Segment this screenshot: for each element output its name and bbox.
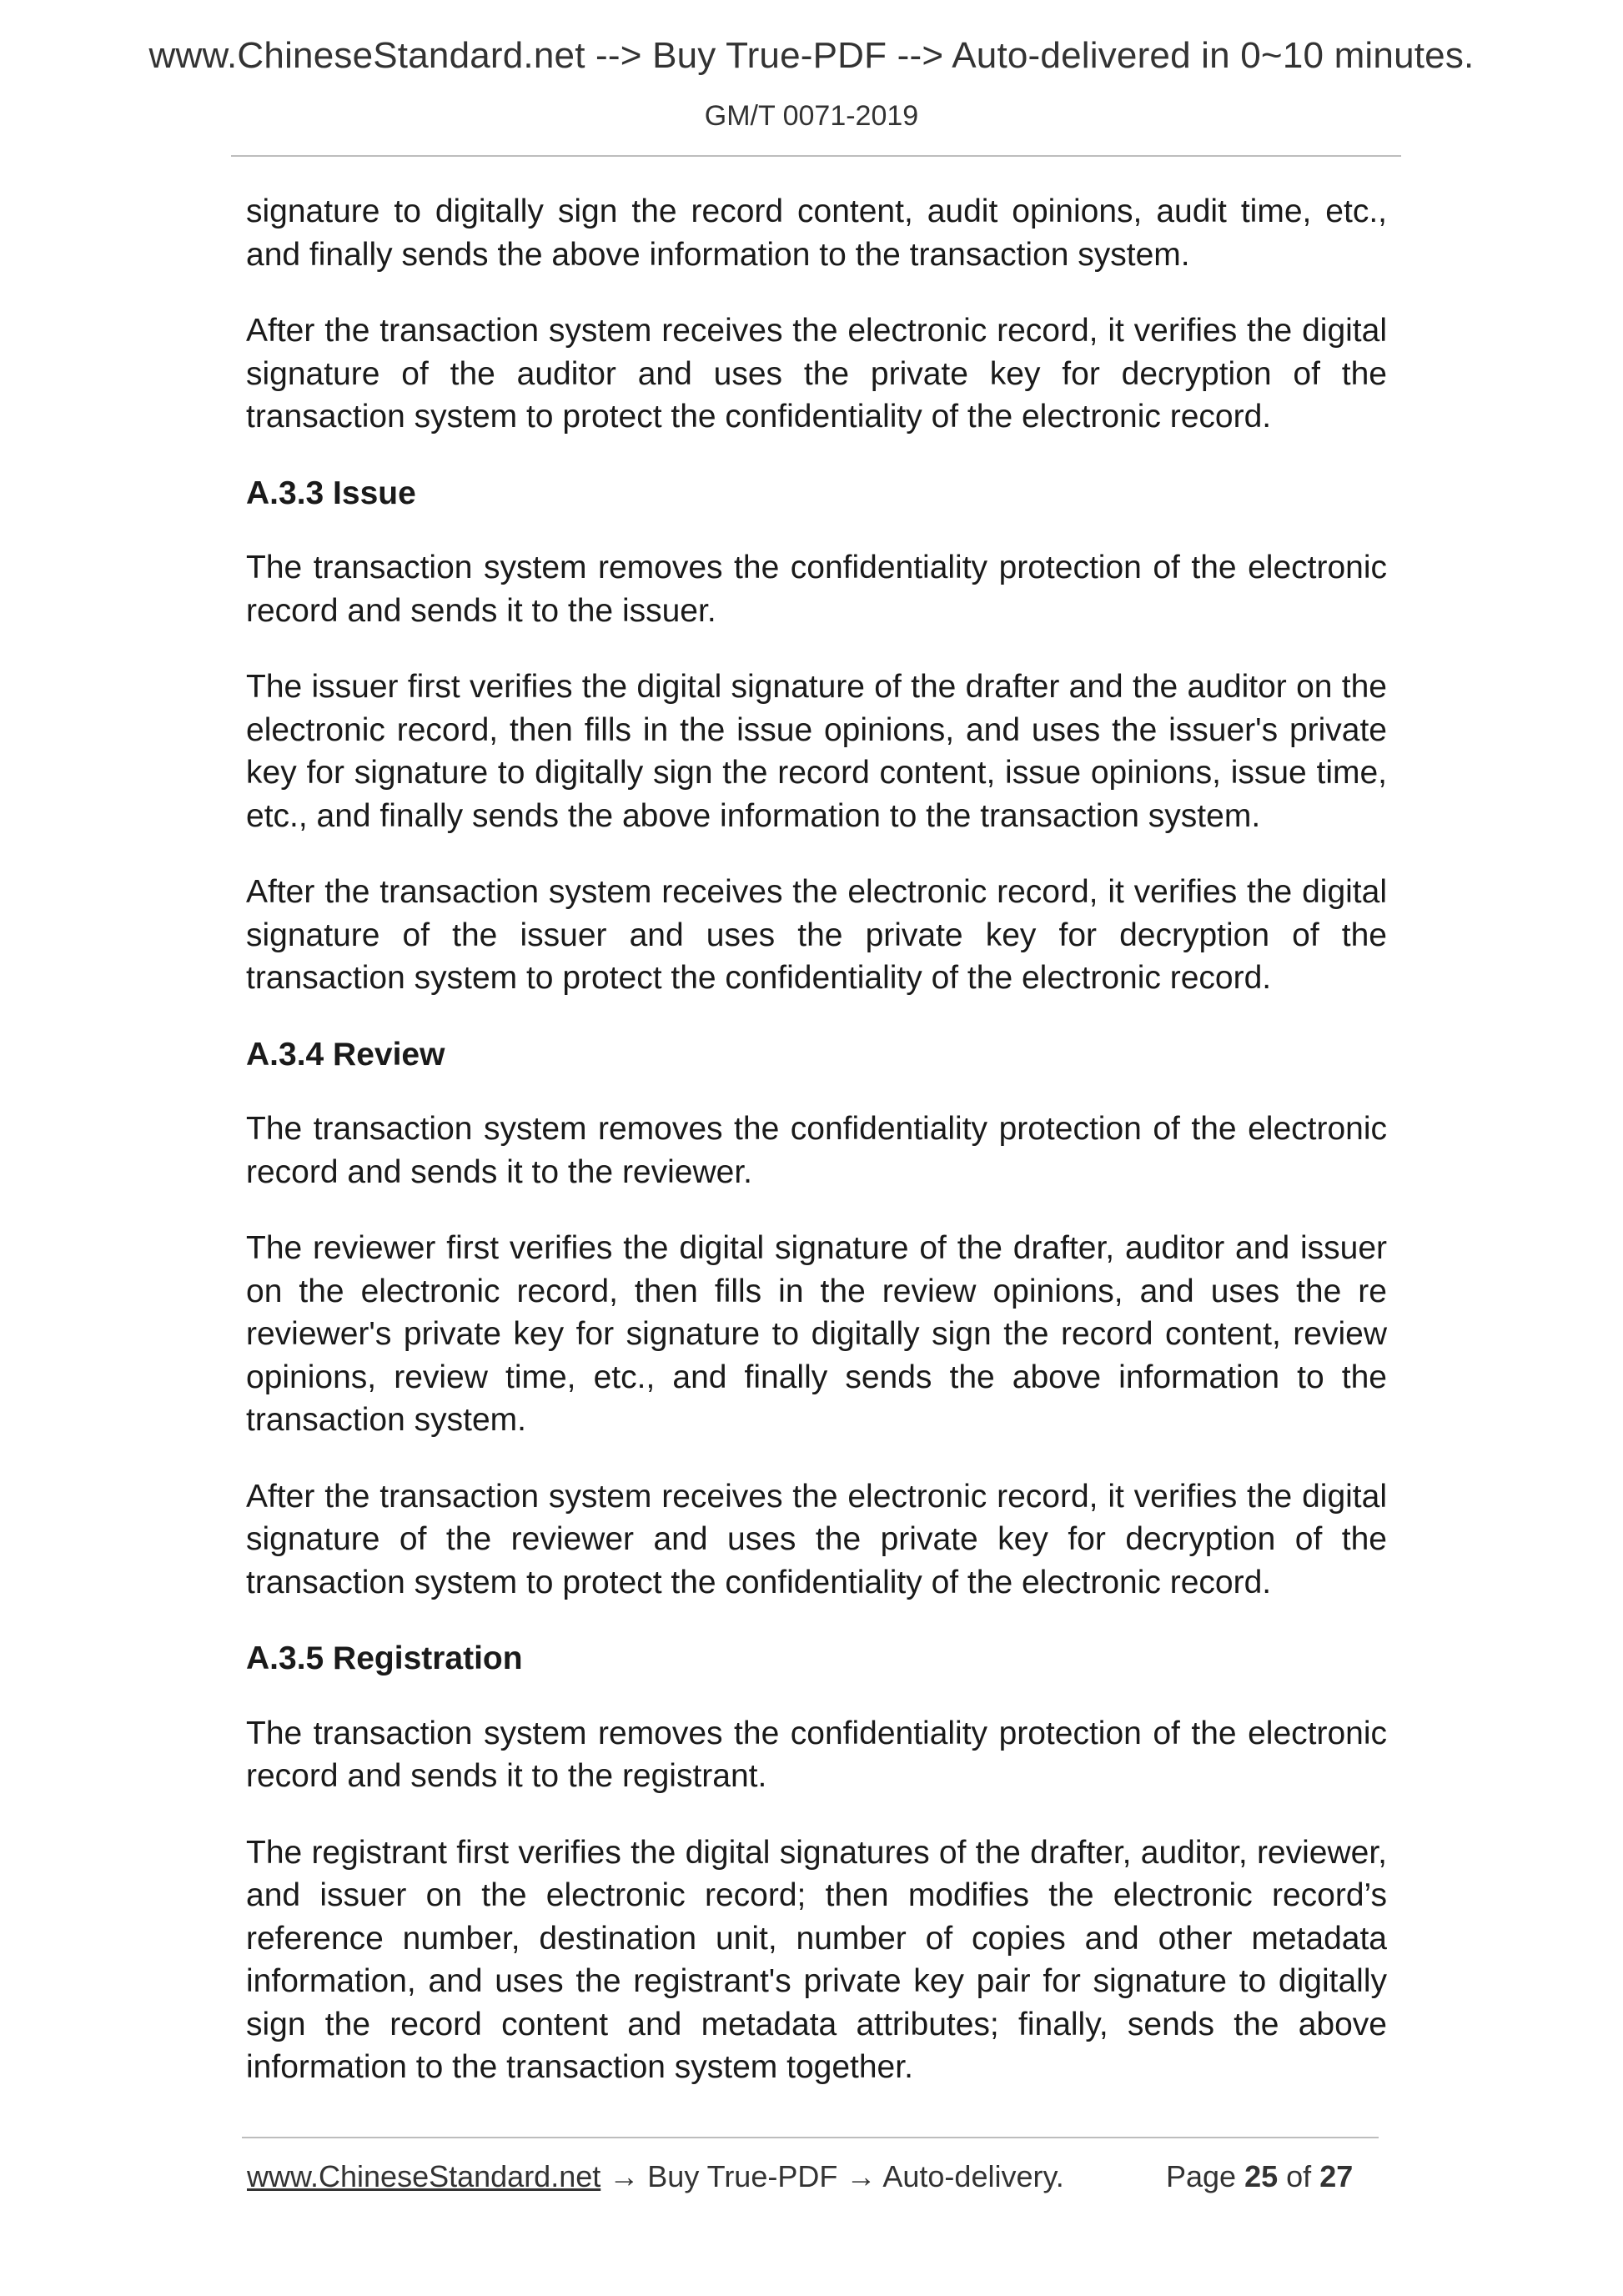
footer-delivery-text: Auto-delivery.: [882, 2159, 1064, 2193]
paragraph: signature to digitally sign the record content, audit opinions, audit time, etc., and finally sends the above information to the transaction system.: [246, 193, 1387, 273]
footer-buy-text: Buy True-PDF: [647, 2159, 838, 2193]
footer-site-link[interactable]: www.ChineseStandard.net: [247, 2159, 601, 2193]
footer-divider: [242, 2137, 1379, 2138]
arrow-right-icon: →: [846, 2159, 877, 2193]
paragraph: The reviewer first verifies the digital signature of the drafter, auditor and issuer on the electronic record, then fills in the review opinions, and uses the re reviewer's private key for signature to digitally sign the record content, review opinions, review time, etc., and finally sends the above information to the transaction system.: [246, 1230, 1387, 1438]
section-heading-a33: A.3.3 Issue: [246, 475, 416, 511]
page-total: 27: [1319, 2159, 1354, 2193]
arrow-right-icon: →: [609, 2159, 640, 2193]
header-divider: [231, 155, 1401, 157]
page-label: Page: [1166, 2159, 1237, 2193]
footer-links: [247, 2159, 1064, 2194]
paragraph: After the transaction system receives the electronic record, it verifies the digital signature of the auditor and uses the private key for decryption of the transaction system to protect the confidentiality of the electronic record.: [246, 313, 1387, 435]
site-banner: www.ChineseStandard.net --> Buy True-PDF --> Auto-delivered in 0~10 minutes.: [148, 35, 1475, 76]
section-heading-a35: A.3.5 Registration: [246, 1640, 523, 1676]
paragraph: The transaction system removes the confidentiality protection of the electronic record and sends it to the registrant.: [246, 1715, 1387, 1794]
paragraph: The transaction system removes the confidentiality protection of the electronic record and sends it to the reviewer.: [246, 1111, 1387, 1190]
document-number: GM/T 0071-2019: [704, 100, 919, 132]
page-current: 25: [1244, 2159, 1279, 2193]
page-content: [246, 190, 1387, 2123]
paragraph: After the transaction system receives the electronic record, it verifies the digital signature of the issuer and uses the private key for decryption of the transaction system to protect the confidentiality of the electronic record.: [246, 874, 1387, 996]
paragraph: The registrant first verifies the digital signatures of the drafter, auditor, reviewer, and issuer on the electronic record; then modifies the electronic record’s reference number, destination unit, number of copies and other metadata information, and uses the registrant's private key pair for signature to digitally sign the record content and metadata attributes; finally, sends the above information to the transaction system together.: [246, 1834, 1387, 2085]
paragraph: The issuer first verifies the digital signature of the drafter and the auditor on the electronic record, then fills in the issue opinions, and uses the issuer's private key for signature to digitally sign the record content, issue opinions, issue time, etc., and finally sends the above information to the transaction system.: [246, 669, 1387, 834]
paragraph: After the transaction system receives the electronic record, it verifies the digital signature of the reviewer and uses the private key for decryption of the transaction system to protect the confidentiality of the electronic record.: [246, 1478, 1387, 1600]
of-label: of: [1286, 2159, 1312, 2193]
paragraph: The transaction system removes the confidentiality protection of the electronic record and sends it to the issuer.: [246, 550, 1387, 629]
section-heading-a34: A.3.4 Review: [246, 1036, 445, 1073]
page-indicator: [1166, 2159, 1353, 2194]
